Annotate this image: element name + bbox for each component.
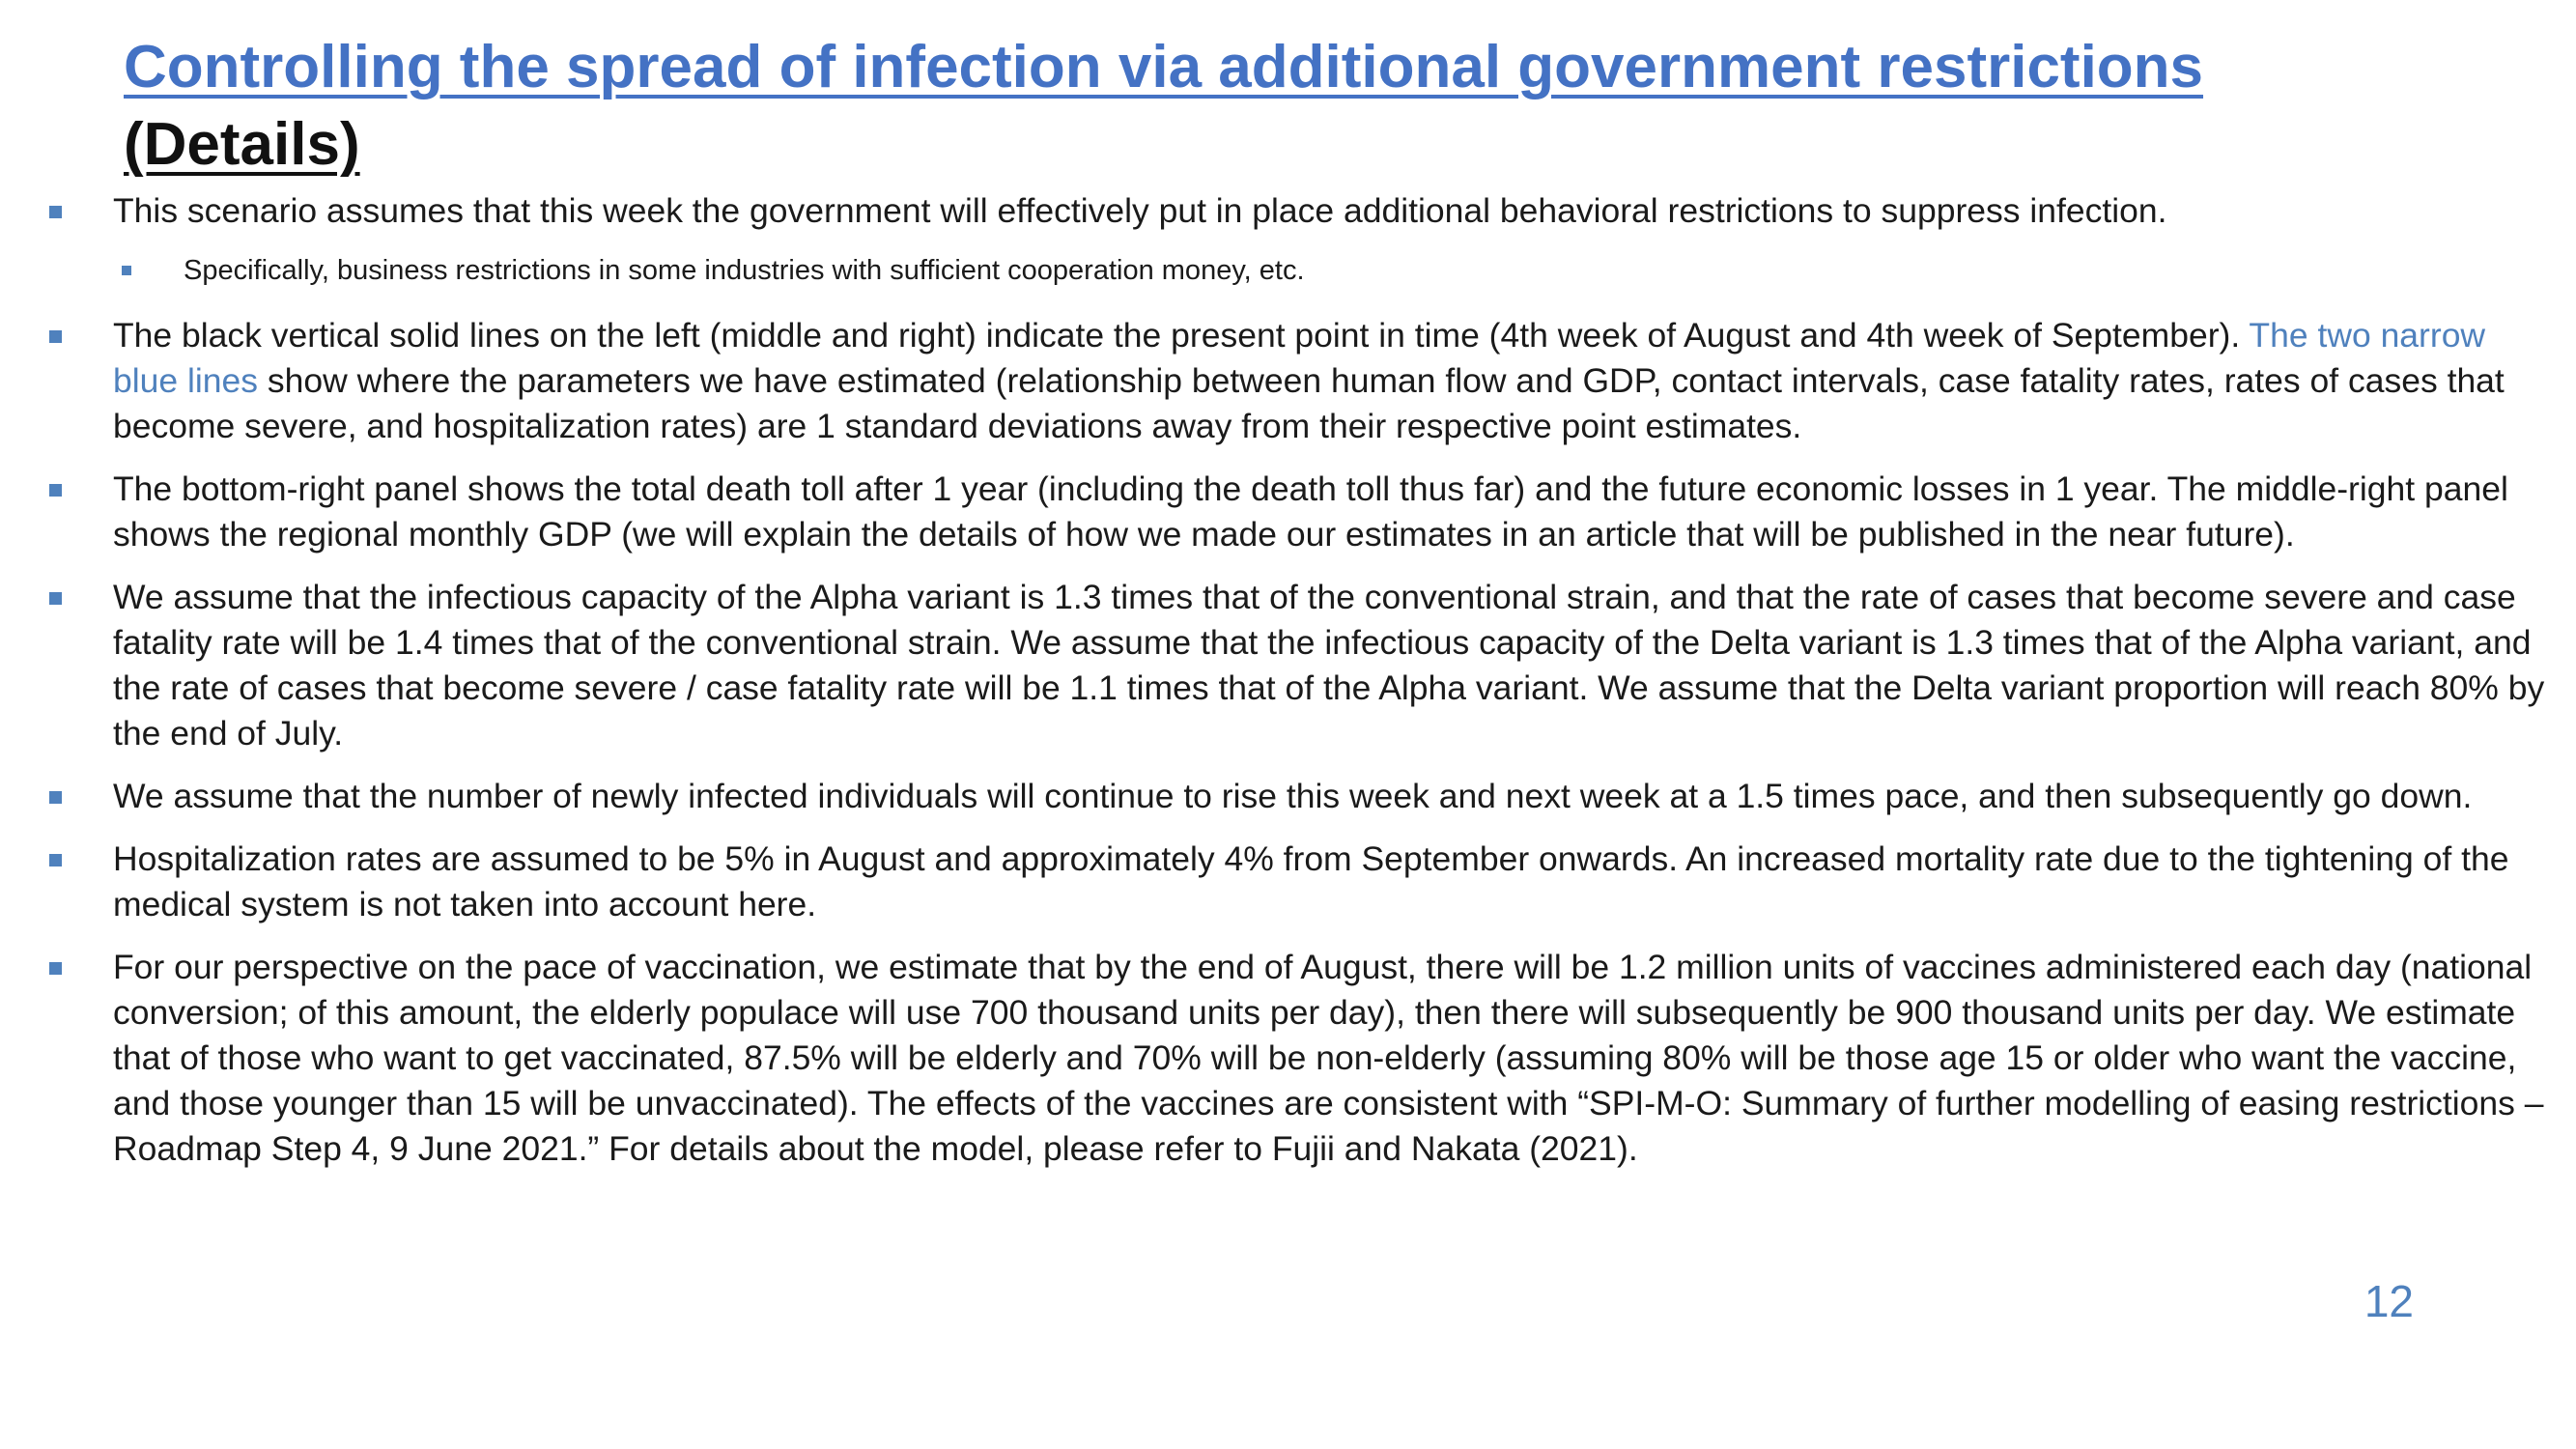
bullet-variant-assumptions [0, 575, 2547, 756]
square-bullet-icon [49, 854, 62, 867]
square-bullet-icon [122, 266, 131, 275]
bullet-vertical-lines [0, 313, 2547, 449]
bullet-text: Specifically, business restrictions in some industries with sufficient cooperation money, etc. [184, 255, 1305, 286]
slide-title [124, 29, 2461, 184]
bullet-text-blue-1: The two narrow [2249, 316, 2486, 355]
bullet-text: The bottom-right panel shows the total death toll after 1 year (including the death toll thus far) and the future economic losses in 1 year. The middle-right panel shows the regional monthly GDP (we will explain the details of how we made our estimates in an article that will be published in the near future). [113, 469, 2508, 554]
bullet-text: This scenario assumes that this week the government will effectively put in place additional behavioral restrictions to suppress infection. [113, 191, 2167, 230]
bullet-newly-infected [0, 774, 2547, 819]
square-bullet-icon [49, 484, 62, 497]
bullet-hospitalization-rates [0, 837, 2547, 927]
square-bullet-icon [49, 791, 62, 804]
page-number: 12 [2364, 1276, 2414, 1326]
sub-bullet-business-restrictions [0, 251, 2547, 290]
bullet-list [0, 188, 2576, 1189]
bullet-text-part-2: show where the parameters we have estimated (relationship between human flow and GDP, contact intervals, case fatality rates, rates of cases that become severe, and hospitalization rates) are 1 standard deviations away from their respective point estimates. [113, 361, 2505, 445]
bullet-text: For our perspective on the pace of vaccination, we estimate that by the end of August, there will be 1.2 million units of vaccines administered each day (national conversion; of this amount, the elderly populace will use 700 thousand units per day), then there will subsequently be 900 thousand units per day. We estimate that of those who want to get vaccinated, 87.5% will be elderly and 70% will be non-elderly (assuming 80% will be those age 15 or older who want the vaccine, and those younger than 15 will be unvaccinated). The effects of the vaccines are consistent with “SPI-M-O: Summary of further modelling of easing restrictions – Roadmap Step 4, 9 June 2021.” For details about the model, please refer to Fujii and Nakata (2021). [113, 948, 2544, 1168]
bullet-scenario-assumption [0, 188, 2547, 234]
bullet-text-part-1: The black vertical solid lines on the left (middle and right) indicate the present point in time (4th week of August and 4th week of September). [113, 316, 2250, 355]
square-bullet-icon [49, 206, 62, 218]
bullet-text: Hospitalization rates are assumed to be 5% in August and approximately 4% from September onwards. An increased mortality rate due to the tightening of the medical system is not taken into account here. [113, 839, 2509, 923]
bullet-text-blue-lines: blue lines [113, 361, 258, 400]
bullet-text: We assume that the infectious capacity of the Alpha variant is 1.3 times that of the conventional strain, and that the rate of cases that become severe and case fatality rate will be 1.4 times that of the conventional strain. We assume that the infectious capacity of the Delta variant is 1.3 times that of the Alpha variant, and the rate of cases that become severe / case fatality rate will be 1.1 times that of the Alpha variant. We assume that the Delta variant proportion will reach 80% by the end of July. [113, 578, 2545, 753]
bullet-death-toll-panels [0, 467, 2547, 557]
square-bullet-icon [49, 330, 62, 343]
title-line-1: Controlling the spread of infection via additional government restrictions [124, 34, 2204, 100]
bullet-text: We assume that the number of newly infected individuals will continue to rise this week and next week at a 1.5 times pace, and then subsequently go down. [113, 777, 2473, 815]
square-bullet-icon [49, 592, 62, 605]
title-line-2: (Details) [124, 111, 360, 178]
square-bullet-icon [49, 962, 62, 975]
bullet-vaccination-pace [0, 945, 2547, 1172]
